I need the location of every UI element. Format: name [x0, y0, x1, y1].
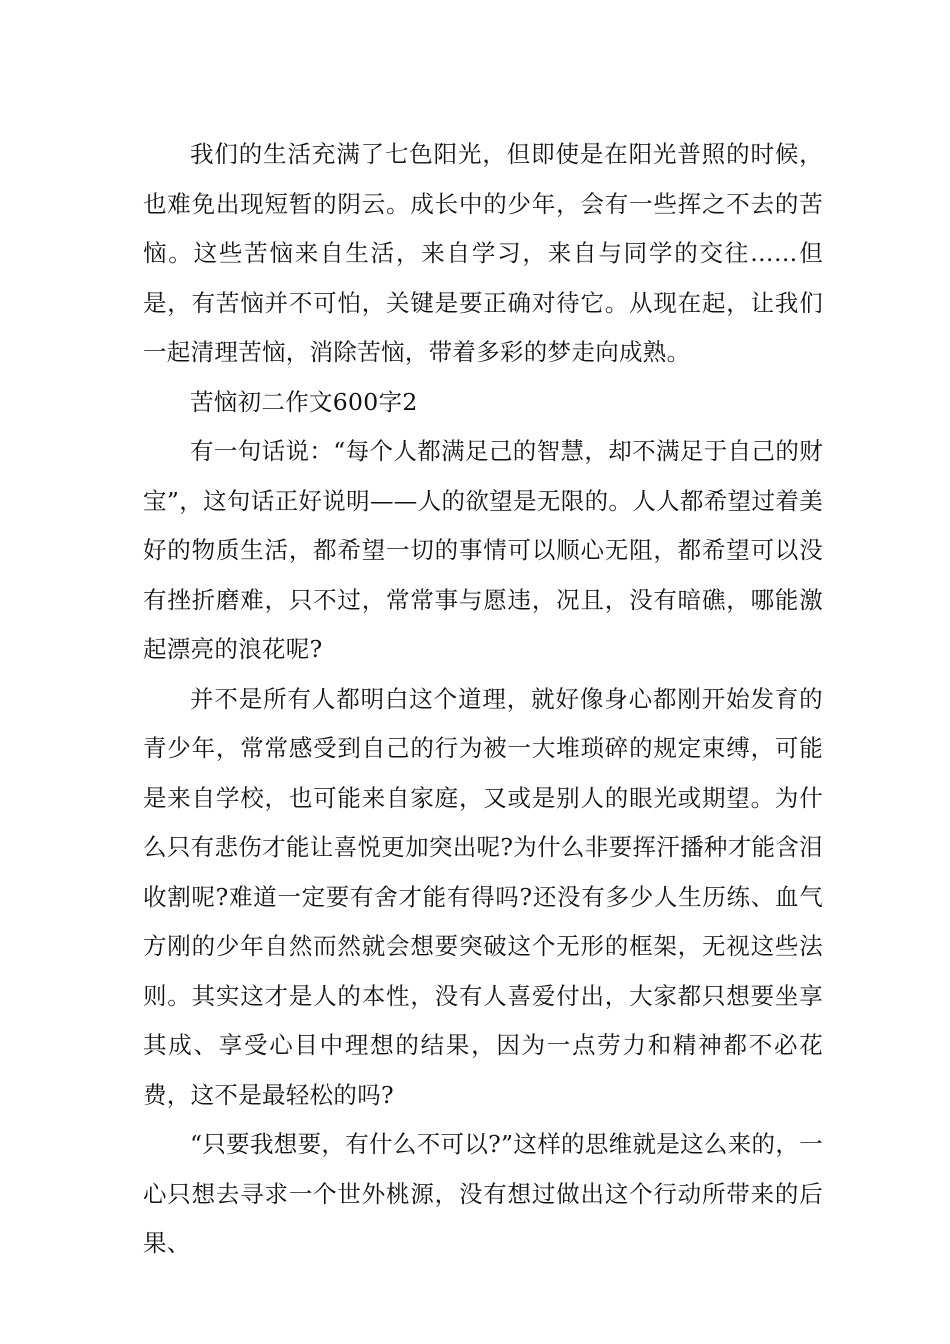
paragraph-closing: “只要我想要，有什么不可以?”这样的思维就是这么来的，一心只想去寻求一个世外桃源，没有想过做出这个行动所带来的后果、 — [143, 1130, 823, 1257]
paragraph-quote: 有一句话说：“每个人都满足己的智慧，却不满足于自己的财宝”，这句话正好说明——人的欲望是无限的。人人都希望过着美好的物质生活，都希望一切的事情可以顺心无阻，都希望可以没有挫折磨难，只不过，常常事与愿违，况且，没有暗礁，哪能激起漂亮的浪花呢? — [143, 437, 823, 663]
section-heading: 苦恼初二作文600字2 — [190, 387, 418, 416]
document-body — [143, 130, 823, 1269]
paragraph-body: 并不是所有人都明白这个道理，就好像身心都刚开始发育的青少年，常常感受到自己的行为被一大堆琐碎的规定束缚，可能是来自学校，也可能来自家庭，又或是别人的眼光或期望。为什么只有悲伤才能让喜悦更加突出呢?为什么非要挥汗播种才能含泪收割呢?难道一定要有舍才能有得吗?还没有多少人生历练、血气方刚的少年自然而然就会想要突破这个无形的框架，无视这些法则。其实这才是人的本性，没有人喜爱付出，大家都只想要坐享其成、享受心目中理想的结果，因为一点劳力和精神都不必花费，这不是最轻松的吗? — [143, 684, 823, 1109]
paragraph-intro: 我们的生活充满了七色阳光，但即使是在阳光普照的时候，也难免出现短暂的阴云。成长中的少年，会有一些挥之不去的苦恼。这些苦恼来自生活，来自学习，来自与同学的交往……但是，有苦恼并不可怕，关键是要正确对待它。从现在起，让我们一起清理苦恼，消除苦恼，带着多彩的梦走向成熟。 — [143, 140, 823, 366]
